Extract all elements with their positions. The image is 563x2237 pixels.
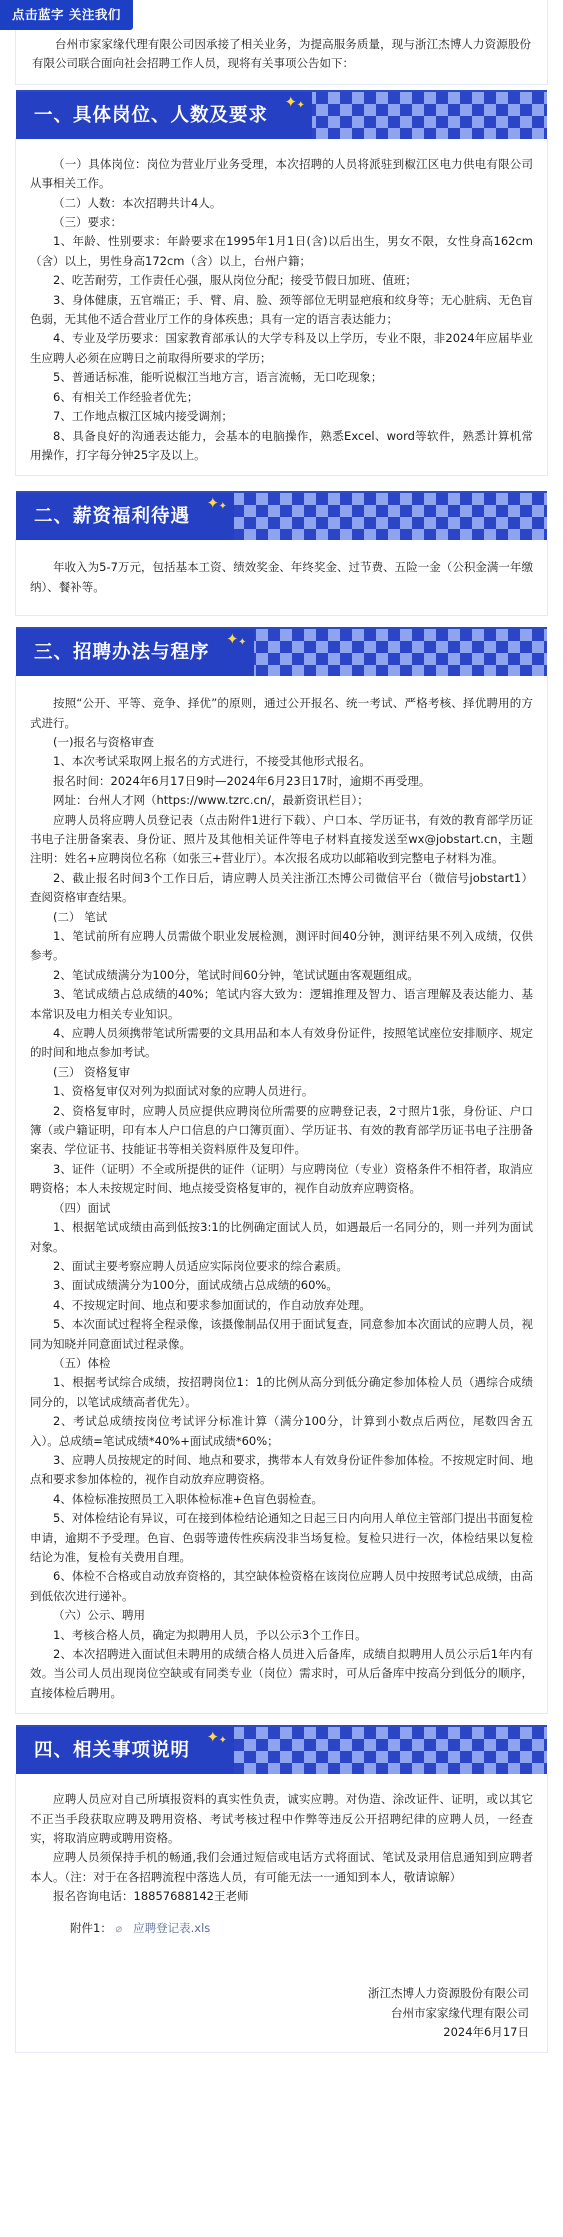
paragraph: 1、笔试前所有应聘人员需做个职业发展检测，测评时间40分钟，测评结果不列入成绩，仅供参考。 (30, 929, 533, 963)
attachment-label: 附件1： (70, 1920, 112, 1935)
section-body (16, 139, 547, 476)
sparkle-icon: ✦ (218, 1735, 229, 1747)
section-title-text: 三、招聘办法与程序 (34, 642, 210, 664)
paragraph: 2、资格复审时，应聘人员应提供应聘岗位所需要的应聘登记表，2寸照片1张，身份证、户口簿（或户籍证明，印有本人户口信息的户口簿页面）、学历证书、有效的教育部学历证书电子注册备案表、学位证书、技能证书等相关资料原件及复印件。 (30, 1103, 533, 1157)
paragraph: 6、体检不合格或自动放弃资格的，其空缺体检资格在该岗位应聘人员中按照考试总成绩，由高到低依次进行递补。 (30, 1569, 533, 1603)
paragraph: 3、笔试成绩占总成绩的40%；笔试内容大致为：逻辑推理及智力、语言理解及表达能力、基本常识及电力相关专业知识。 (30, 987, 533, 1021)
paperclip-icon: ⌀ (115, 1921, 123, 1935)
subheading: （四）面试 (53, 1200, 111, 1215)
paragraph: 2、考试总成绩按岗位考试评分标准计算（满分100分，计算到小数点后两位，尾数四舍五入）。总成绩=笔试成绩*40%+面试成绩*60%； (30, 1414, 533, 1448)
paragraph: 7、工作地点椒江区城内接受调剂； (53, 409, 233, 424)
paragraph: 2、截止报名时间3个工作日后，请应聘人员关注浙江杰博公司微信平台（微信号jobstart1）查阅资格审查结果。 (30, 870, 533, 905)
paragraph: 应聘人员须保持手机的畅通,我们会通过短信或电话方式将面试、笔试及录用信息通知到应聘者本人。（注：对于在各招聘流程中落选人员，有可能无法一一通知到本人，敬请谅解） (30, 1850, 533, 1884)
paragraph: 5、本次面试过程将全程录像，该摄像制品仅用于面试复查，同意参加本次面试的应聘人员，视同为知晓并同意面试过程录像。 (30, 1317, 533, 1351)
paragraph: 1、根据考试综合成绩，按招聘岗位1：1的比例从高分到低分确定参加体检人员（遇综合成绩同分的，以笔试成绩高者优先）。 (30, 1375, 533, 1409)
paragraph: 2、吃苦耐劳，工作责任心强，服从岗位分配；接受节假日加班、值班； (53, 273, 417, 288)
paragraph: 8、具备良好的沟通表达能力，会基本的电脑操作，熟悉Excel、word等软件，熟悉计算机常用操作，打字每分钟25字及以上。 (30, 428, 533, 462)
subheading: (三） 资格复审 (53, 1064, 131, 1079)
paragraph: 4、不按规定时间、地点和要求参加面试的，作自动放弃处理。 (53, 1297, 371, 1312)
sparkle-icon: ✦ (225, 630, 240, 649)
attachment-link[interactable]: 应聘登记表.xls (133, 1920, 211, 1935)
paragraph: 1、年龄、性别要求：年龄要求在1995年1月1日(含)以后出生，男女不限，女性身高162cm（含）以上，男性身高172cm（含）以上，台州户籍； (30, 234, 533, 268)
section-title (16, 92, 312, 139)
paragraph: 5、对体检结论有异议，可在接到体检结论通知之日起三日内向用人单位主管部门提出书面复检申请，逾期不予受理。色盲、色弱等遗传性疾病没非当场复检。复检只进行一次，体检结果以复检结论为准，复检有关费用自理。 (30, 1511, 533, 1564)
paragraph: （三）要求： (53, 215, 122, 230)
paragraph: （一）具体岗位：岗位为营业厅业务受理，本次招聘的人员将派驻到椒江区电力供电有限公司从事相关工作。 (30, 156, 533, 191)
paragraph: 4、应聘人员须携带笔试所需要的文具用品和本人有效身份证件，按照笔试座位安排顺序、规定的时间和地点参加考试。 (30, 1026, 533, 1060)
signature-date: 2024年6月17日 (443, 2024, 529, 2039)
section-title (16, 493, 234, 540)
section-body (16, 1774, 547, 2052)
subheading: （五）体检 (53, 1355, 111, 1370)
paragraph: 2、本次招聘进入面试但未聘用的成绩合格人员进入后备库，成绩自拟聘用人员公示后1年内有效。当公司人员出现岗位空缺或有同类专业（岗位）需求时，可从后备库中按高分到低分的顺序，直接体检后聘用。 (30, 1647, 533, 1700)
section-header (16, 627, 547, 676)
paragraph: 6、有相关工作经验者优先； (53, 389, 199, 404)
paragraph: 1、根据笔试成绩由高到低按3:1的比例确定面试人员，如遇最后一名同分的，则一并列为面试对象。 (30, 1220, 533, 1254)
sparkle-icon: ✦ (238, 637, 248, 649)
paragraph: 年收入为5-7万元，包括基本工资、绩效奖金、年终奖金、过节费、五险一金（公积金满一年缴纳）、餐补等。 (30, 560, 533, 594)
contact-phone: 报名咨询电话：18857688142王老师 (53, 1889, 249, 1904)
subheading: (二） 笔试 (53, 909, 108, 924)
signature-line: 浙江杰博人力资源股份有限公司 (368, 1986, 529, 2001)
section-notes (16, 1725, 547, 2052)
signature-line: 台州市家家缘代理有限公司 (391, 2005, 529, 2020)
sparkle-icon: ✦ (218, 501, 229, 513)
section-title (16, 629, 254, 676)
paragraph: 网址：台州人才网（https://www.tzrc.cn/，最新资讯栏目）； (53, 793, 369, 808)
section-positions (16, 90, 547, 476)
paragraph: 4、专业及学历要求：国家教育部承认的大学专科及以上学历，专业不限，非2024年应届毕业生应聘人必须在应聘日之前取得所要求的学历； (30, 331, 533, 365)
section-title-text: 四、相关事项说明 (34, 1740, 191, 1762)
paragraph: 2、面试主要考察应聘人员适应实际岗位要求的综合素质。 (53, 1258, 348, 1273)
subheading: (一)报名与资格审查 (53, 734, 154, 749)
paragraph: 1、考核合格人员，确定为拟聘用人员，予以公示3个工作日。 (53, 1627, 367, 1642)
subheading: （六）公示、聘用 (53, 1608, 145, 1623)
paragraph: 应聘人员将应聘人员登记表（点击附件1进行下载）、户口本、学历证书，有效的教育部学历证书电子注册备案表、身份证、照片及其他相关证件等电子材料直接发送至wx@jobstart.cn，主题注明：姓名+应聘岗位名称（如张三+营业厅）。本次报名成功以邮箱收到完整电子材料为准。 (30, 812, 533, 866)
section-salary (16, 491, 547, 615)
paragraph: 3、身体健康，五官端正；手、臂、肩、脸、颈等部位无明显疤痕和纹身等；无心脏病、无色盲色弱，无其他不适合营业厅工作的身体疾患；具有一定的语言表达能力； (30, 292, 533, 327)
section-body (16, 540, 547, 615)
section-title (16, 1727, 234, 1774)
section-title-text: 一、具体岗位、人数及要求 (34, 104, 269, 126)
intro-text: 台州市家家缘代理有限公司因承接了相关业务，为提高服务质量，现与浙江杰博人力资源股份有限公司联合面向社会招聘工作人员，现将有关事项公告如下： (32, 37, 531, 71)
paragraph: 4、体检标准按照员工入职体检标准+色盲色弱检查。 (53, 1491, 323, 1506)
sparkle-icon: ✦ (206, 494, 221, 513)
follow-badge[interactable]: 点击蓝字 关注我们 (0, 0, 133, 30)
sparkle-icon: ✦ (284, 92, 299, 111)
paragraph: 1、资格复审仅对列为拟面试对象的应聘人员进行。 (53, 1084, 314, 1099)
section-header (16, 1725, 547, 1774)
signature-block (30, 1984, 533, 2042)
paragraph: （二）人数：本次招聘共计4人。 (53, 195, 222, 210)
paragraph: 应聘人员应对自己所填报资料的真实性负责，诚实应聘。对伪造、涂改证件、证明，或以其它不正当手段获取应聘及聘用资格、考试考核过程中作弊等违反公开招聘纪律的应聘人员，一经查实，将取消应聘或聘用资格。 (30, 1792, 533, 1846)
attachment-row (30, 1919, 533, 1938)
section-header (16, 90, 547, 139)
paragraph: 2、笔试成绩满分为100分，笔试时间60分钟，笔试试题由客观题组成。 (53, 967, 419, 982)
section-title-text: 二、薪资福利待遇 (34, 506, 191, 528)
paragraph: 按照“公开、平等、竞争、择优”的原则，通过公开报名、统一考试、严格考核、择优聘用的方式进行。 (30, 696, 533, 730)
sparkle-icon: ✦ (206, 1728, 221, 1747)
section-body (16, 676, 547, 1713)
paragraph: 报名时间：2024年6月17日9时—2024年6月23日17时，逾期不再受理。 (53, 773, 431, 788)
paragraph: 3、应聘人员按规定的时间、地点和要求，携带本人有效身份证件参加体检。不按规定时间、地点和要求参加体检的，视作自动放弃应聘资格。 (30, 1452, 533, 1487)
paragraph: 3、证件（证明）不全或所提供的证件（证明）与应聘岗位（专业）资格条件不相符者，取消应聘资格；本人未按规定时间、地点接受资格复审的，视作自动放弃应聘资格。 (30, 1161, 533, 1196)
section-process (16, 627, 547, 1713)
section-header (16, 491, 547, 540)
sparkle-icon: ✦ (296, 99, 307, 111)
paragraph: 3、面试成绩满分为100分，面试成绩占总成绩的60%。 (53, 1278, 338, 1293)
paragraph: 1、本次考试采取网上报名的方式进行，不接受其他形式报名。 (53, 754, 371, 769)
paragraph: 5、普通话标准，能听说椒江当地方言，语言流畅，无口吃现象； (53, 370, 383, 385)
